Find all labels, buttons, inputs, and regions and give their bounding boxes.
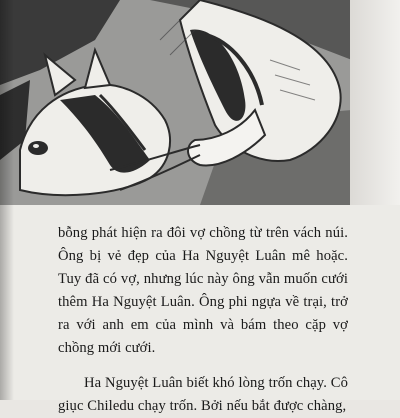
illustration [0, 0, 352, 205]
paragraph-1: bỗng phát hiện ra đôi vợ chồng từ trên vách núi. Ông bị vẻ đẹp của Ha Nguyệt Luân mê hoặc. Tuy đã có vợ, nhưng lúc này ông vẫn muốn cưới thêm Ha Nguyệt Luân. Ông phi ngựa về trại, trở ra với anh em của mình và bám theo cặp vợ chồng mới cưới. [58, 225, 348, 356]
illustration-drawing [0, 0, 352, 205]
page-edge-strip [350, 0, 400, 205]
story-text [58, 222, 348, 418]
paragraph-2: Ha Nguyệt Luân biết khó lòng trốn chạy. Cô giục Chiledu chạy trốn. Bởi nếu bắt được chàng, [58, 375, 348, 414]
spine-shadow [0, 0, 14, 400]
